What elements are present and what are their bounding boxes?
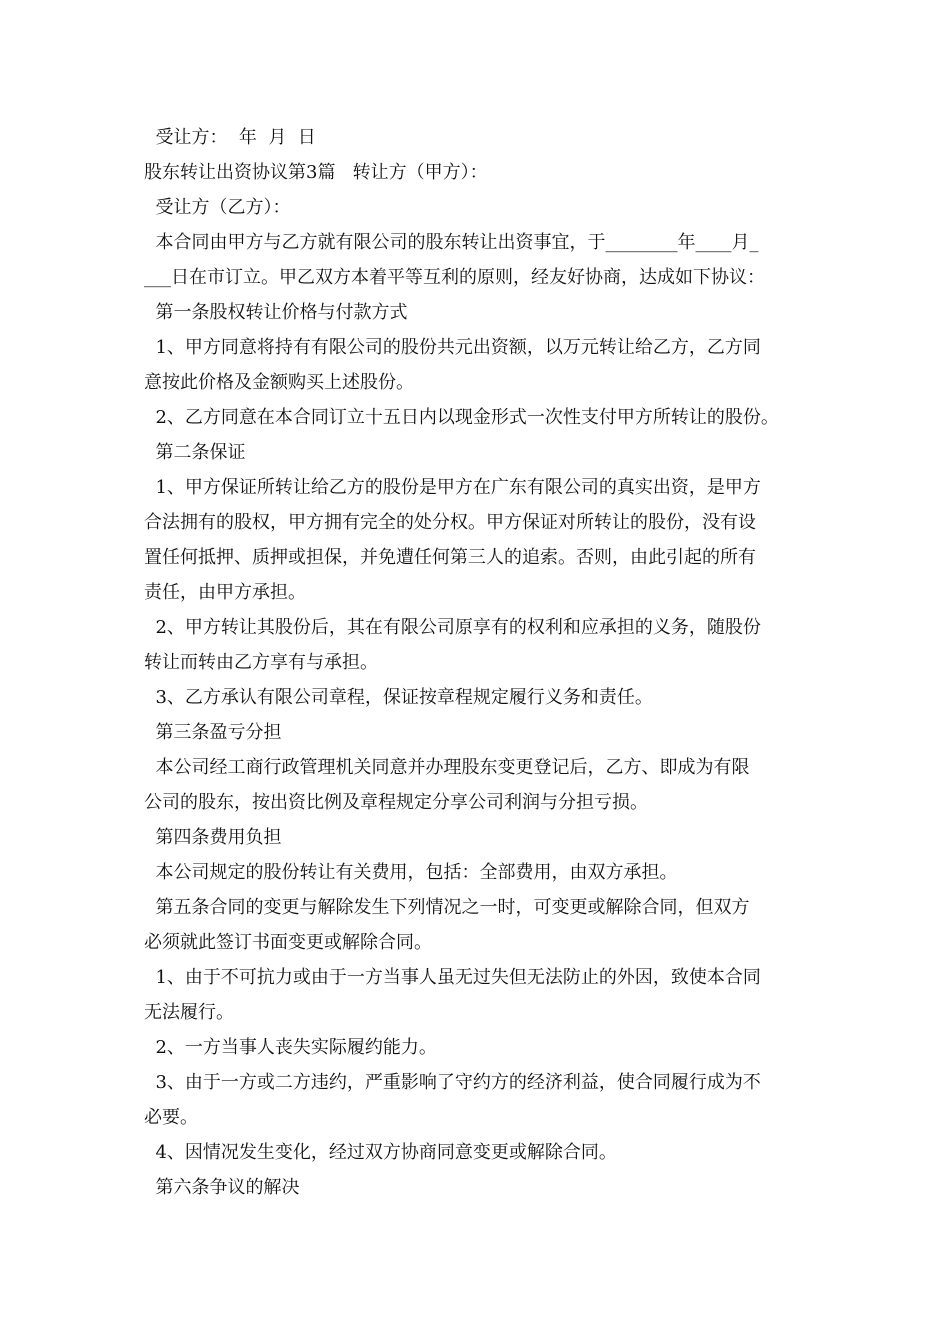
text-line: ___日在市订立。甲乙双方本着平等互利的原则，经友好协商，达成如下协议： bbox=[144, 267, 765, 288]
text-line: 责任，由甲方承担。 bbox=[144, 582, 306, 603]
section-heading: 第三条盈亏分担 bbox=[144, 722, 282, 743]
text-line: 本合同由甲方与乙方就有限公司的股东转让出资事宜，于________年____月_ bbox=[144, 232, 759, 253]
text-line: 1、由于不可抗力或由于一方当事人虽无过失但无法防止的外因，致使本合同 bbox=[144, 967, 761, 988]
text-line: 本公司规定的股份转让有关费用，包括：全部费用，由双方承担。 bbox=[144, 862, 678, 883]
text-line: 受让方（乙方）： bbox=[144, 197, 291, 218]
text-line: 公司的股东，按出资比例及章程规定分享公司利润与分担亏损。 bbox=[144, 792, 648, 813]
text-line: 受让方： 年 月 日 bbox=[144, 127, 316, 148]
text-line: 股东转让出资协议第3篇 转让方（甲方）： bbox=[144, 162, 488, 183]
text-line: 必要。 bbox=[144, 1107, 198, 1128]
text-line: 无法履行。 bbox=[144, 1002, 234, 1023]
text-line: 意按此价格及金额购买上述股份。 bbox=[144, 372, 414, 393]
document-body bbox=[144, 120, 816, 1205]
text-line: 4、因情况发生变化，经过双方协商同意变更或解除合同。 bbox=[144, 1142, 617, 1163]
text-line: 必须就此签订书面变更或解除合同。 bbox=[144, 932, 432, 953]
section-heading: 第五条合同的变更与解除发生下列情况之一时，可变更或解除合同，但双方 bbox=[144, 897, 750, 918]
text-line: 2、一方当事人丧失实际履约能力。 bbox=[144, 1037, 437, 1058]
text-line: 合法拥有的股权，甲方拥有完全的处分权。甲方保证对所转让的股份，没有设 bbox=[144, 512, 756, 533]
text-line: 1、甲方同意将持有有限公司的股份共元出资额，以万元转让给乙方，乙方同 bbox=[144, 337, 761, 358]
text-line: 2、乙方同意在本合同订立十五日内以现金形式一次性支付甲方所转让的股份。 bbox=[144, 407, 779, 428]
text-line: 转让而转由乙方享有与承担。 bbox=[144, 652, 378, 673]
section-heading: 第六条争议的解决 bbox=[144, 1177, 300, 1198]
section-heading: 第二条保证 bbox=[144, 442, 246, 463]
text-line: 置任何抵押、质押或担保，并免遭任何第三人的追索。否则，由此引起的所有 bbox=[144, 547, 756, 568]
section-heading: 第一条股权转让价格与付款方式 bbox=[144, 302, 408, 323]
section-heading: 第四条费用负担 bbox=[144, 827, 282, 848]
text-line: 3、乙方承认有限公司章程，保证按章程规定履行义务和责任。 bbox=[144, 687, 653, 708]
text-line: 本公司经工商行政管理机关同意并办理股东变更登记后，乙方、即成为有限 bbox=[144, 757, 750, 778]
text-line: 1、甲方保证所转让给乙方的股份是甲方在广东有限公司的真实出资，是甲方 bbox=[144, 477, 761, 498]
text-line: 3、由于一方或二方违约，严重影响了守约方的经济利益，使合同履行成为不 bbox=[144, 1072, 761, 1093]
text-line: 2、甲方转让其股份后，其在有限公司原享有的权利和应承担的义务，随股份 bbox=[144, 617, 761, 638]
